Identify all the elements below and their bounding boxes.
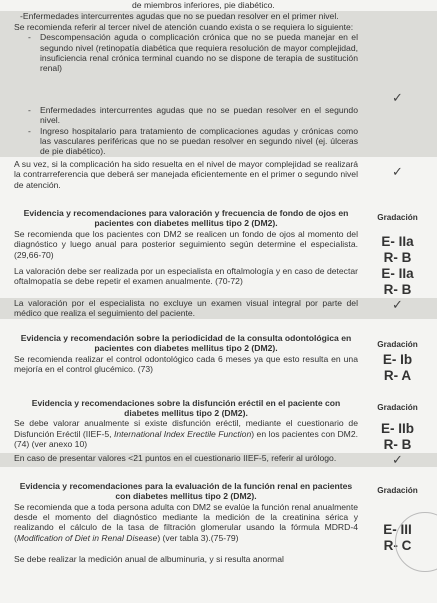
evidence-grade: E- IIa bbox=[381, 265, 414, 281]
recommendation-text: Se recomienda realizar el control odontológico cada 6 meses ya que esto resulta en una mejoría en el control glucémico. (73) bbox=[14, 353, 358, 374]
section-fondo-ojos bbox=[0, 208, 437, 229]
section-heading: Evidencia y recomendaciones para valoración y frecuencia de fondo de ojos en pacientes con diabetes mellitus tipo 2 (DM2). bbox=[23, 208, 349, 229]
recommendation-text: Se recomienda que los pacientes con DM2 se realicen un fondo de ojos al momento del diagnóstico y luego anual para posterior seguimiento según determine el especialista. (29,66-70) bbox=[14, 228, 358, 260]
check-icon: ✓ bbox=[392, 163, 403, 179]
list-item: - Enfermedades intercurrentes agudas que no se puedan resolver en el segundo nivel. bbox=[28, 104, 358, 126]
grading-title: Gradación bbox=[377, 485, 418, 495]
evidence-grade: E- Ib bbox=[382, 351, 413, 367]
list-item: - Descompensación aguda o complicación crónica que no se pueda manejar en el segundo nivel (retinopatía diabética que requiera resolución de mayor complejidad, insuficiencia renal crónica terminal cuando no se dispone de terapia de sustitución renal) bbox=[28, 32, 358, 74]
counter-referral-block bbox=[0, 159, 437, 190]
recommendation-grade: R- B bbox=[383, 281, 412, 297]
section-odontologia bbox=[0, 333, 437, 354]
recommendation-grade: R- A bbox=[383, 367, 412, 383]
recommendation-grade: R- B bbox=[383, 249, 412, 265]
section-heading: Evidencia y recomendaciones sobre la disfunción eréctil en el paciente con diabetes mellitus tipo 2 (DM2). bbox=[31, 397, 341, 418]
evidence-grade: E- IIb bbox=[381, 421, 414, 437]
recommendation-grade: R- C bbox=[383, 537, 412, 553]
recommendation-text: La valoración por el especialista no excluye un examen visual integral por parte del médico que realiza el seguimiento del paciente. bbox=[14, 297, 358, 319]
evidence-grade: E- IIa bbox=[381, 233, 414, 249]
check-icon: ✓ bbox=[392, 452, 403, 468]
recommendation-text: En caso de presentar valores <21 puntos en el cuestionario IIEF-5, referir al urólogo. bbox=[14, 453, 337, 464]
grading-title: Gradación bbox=[377, 402, 418, 412]
list-item: - Ingreso hospitalario para tratamiento de complicaciones agudas y crónicas como las vasculares periféricas que no se puedan resolver en segundo nivel (ej. úlceras de pie diabético). bbox=[28, 125, 358, 157]
counter-referral-text: A su vez, si la complicación ha sido resuelta en el nivel de mayor complejidad se realizará la contrarreferencia que deberá ser manejada eficientemente en el primer o segundo nivel de atención. bbox=[14, 158, 358, 190]
recommendation-text: Se debe valorar anualmente si existe disfunción eréctil, mediante el cuestionario de Disfunción Eréctil (IIEF-5, International Index Erectile Function) en los pacientes con DM2. (74) (ver anexo 10) bbox=[14, 418, 359, 450]
grading-title: Gradación bbox=[377, 213, 418, 223]
section-heading: Evidencia y recomendaciones para la evaluación de la función renal en pacientes con diabetes mellitus tipo 2 (DM2). bbox=[19, 480, 353, 502]
referral-intro: Se recomienda referir al tercer nivel de atención cuando exista o se requiera lo siguiente: bbox=[14, 21, 354, 32]
grading-title: Gradación bbox=[377, 339, 418, 349]
recommendation-text: Se debe realizar la medición anual de albuminuria, y si resulta anormal bbox=[14, 553, 284, 564]
section-disfuncion-erectil bbox=[0, 398, 437, 419]
check-icon: ✓ bbox=[392, 90, 403, 106]
check-icon: ✓ bbox=[392, 296, 403, 312]
section-heading: Evidencia y recomendación sobre la periodicidad de la consulta odontológica en pacientes con diabetes mellitus tipo 2 (DM2). bbox=[20, 332, 352, 354]
section-funcion-renal bbox=[0, 481, 437, 502]
continuation-line: de miembros inferiores, pie diabético. bbox=[132, 0, 275, 10]
recommendation-text: Se recomienda que a toda persona adulta con DM2 se evalúe la función renal anualmente desde el momento del diagnóstico mediante la medición de la creatinina sérica y realizando el cálculo de la tasa de filtración glomerular usando la fórmula MDRD-4 (Modification of Diet in Renal Disease) (ver tabla 3).(75-79) bbox=[14, 501, 358, 543]
recommendation-text: La valoración debe ser realizada por un especialista en oftalmología y en caso de detectar oftalmopatía se debe repetir el examen anualmente. (70-72) bbox=[14, 265, 358, 287]
recommendation-grade: R- B bbox=[383, 437, 412, 453]
intercurrent-line: -Enfermedades intercurrentes agudas que no se puedan resolver en el primer nivel. bbox=[20, 11, 339, 22]
evidence-grade: E- III bbox=[383, 521, 412, 537]
top-block bbox=[0, 0, 437, 10]
top-shaded-block bbox=[0, 11, 437, 156]
